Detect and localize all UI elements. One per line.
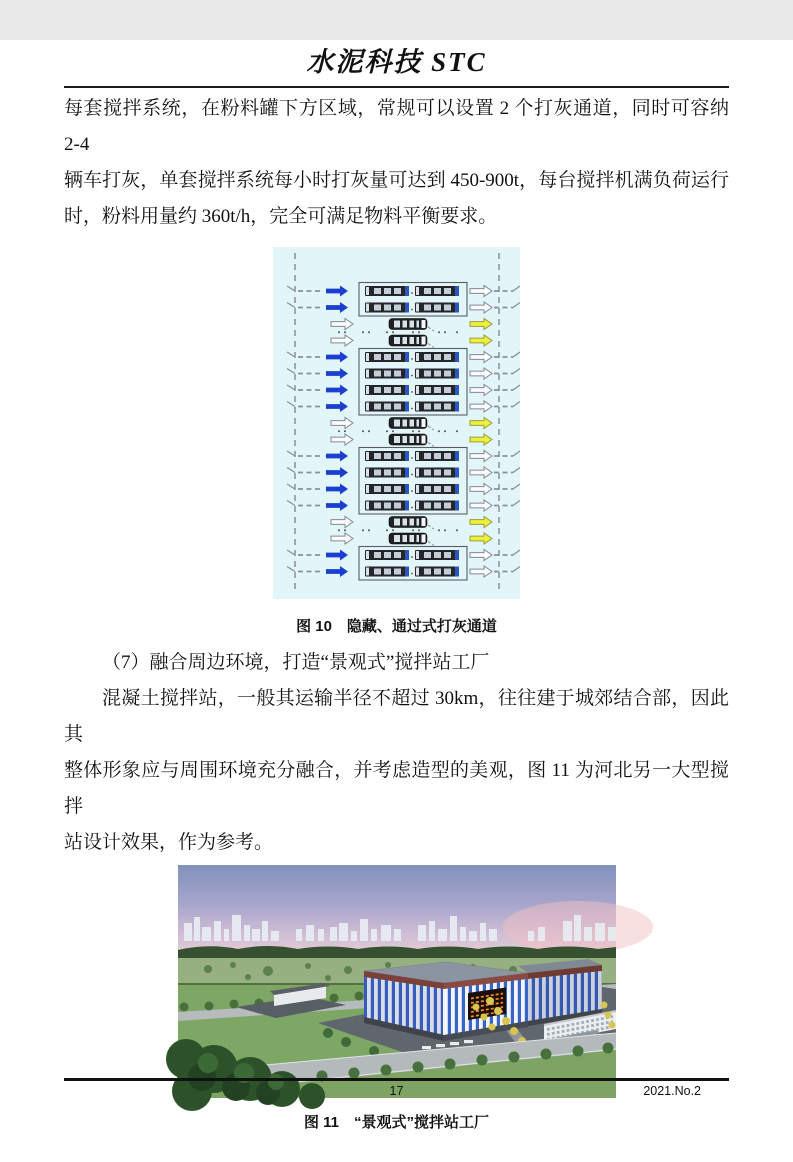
issue-number: 2021.No.2: [643, 1084, 701, 1098]
figure-11: [178, 865, 616, 1098]
paragraph-1: [64, 91, 729, 235]
text-line: 站设计效果，作为参考。: [64, 832, 274, 853]
journal-page: [0, 40, 793, 1162]
landscape-plant-rendering: [178, 865, 616, 1098]
text-line: 混凝土搅拌站，一般其运输半径不超过 30km，往往建于城郊结合部，因此其: [64, 688, 729, 745]
text-line: 辆车打灰，单套搅拌系统每小时打灰量可达到 450-900t，每台搅拌机满负荷运行: [64, 170, 729, 191]
page-number: 17: [389, 1084, 404, 1098]
page-footer: [64, 1078, 729, 1098]
journal-title: 水泥科技 STC: [306, 47, 487, 77]
figure-10-caption: 图 10 隐藏、通过式打灰通道: [296, 618, 497, 635]
text-line: 每套搅拌系统，在粉料罐下方区域，常规可以设置 2 个打灰通道，同时可容纳 2-4: [64, 98, 729, 155]
section-heading-7: （7）融合周边环境，打造“景观式”搅拌站工厂: [102, 652, 490, 673]
sky: [178, 865, 653, 955]
figure-10: [273, 247, 520, 599]
paragraph-2: [64, 681, 729, 861]
footer-rule: [64, 1078, 729, 1081]
header-rule: [64, 86, 729, 88]
distant-tree-line: [178, 946, 616, 960]
figure-11-caption: 图 11 “景观式”搅拌站工厂: [303, 1114, 490, 1131]
text-line: 整体形象应与周围环境充分融合，并考虑造型的美观，图 11 为河北另一大型搅拌: [64, 760, 729, 817]
text-line: 时，粉料用量约 360t/h，完全可满足物料平衡要求。: [64, 206, 498, 227]
hidden-pass-through-lane-diagram: [273, 247, 520, 599]
